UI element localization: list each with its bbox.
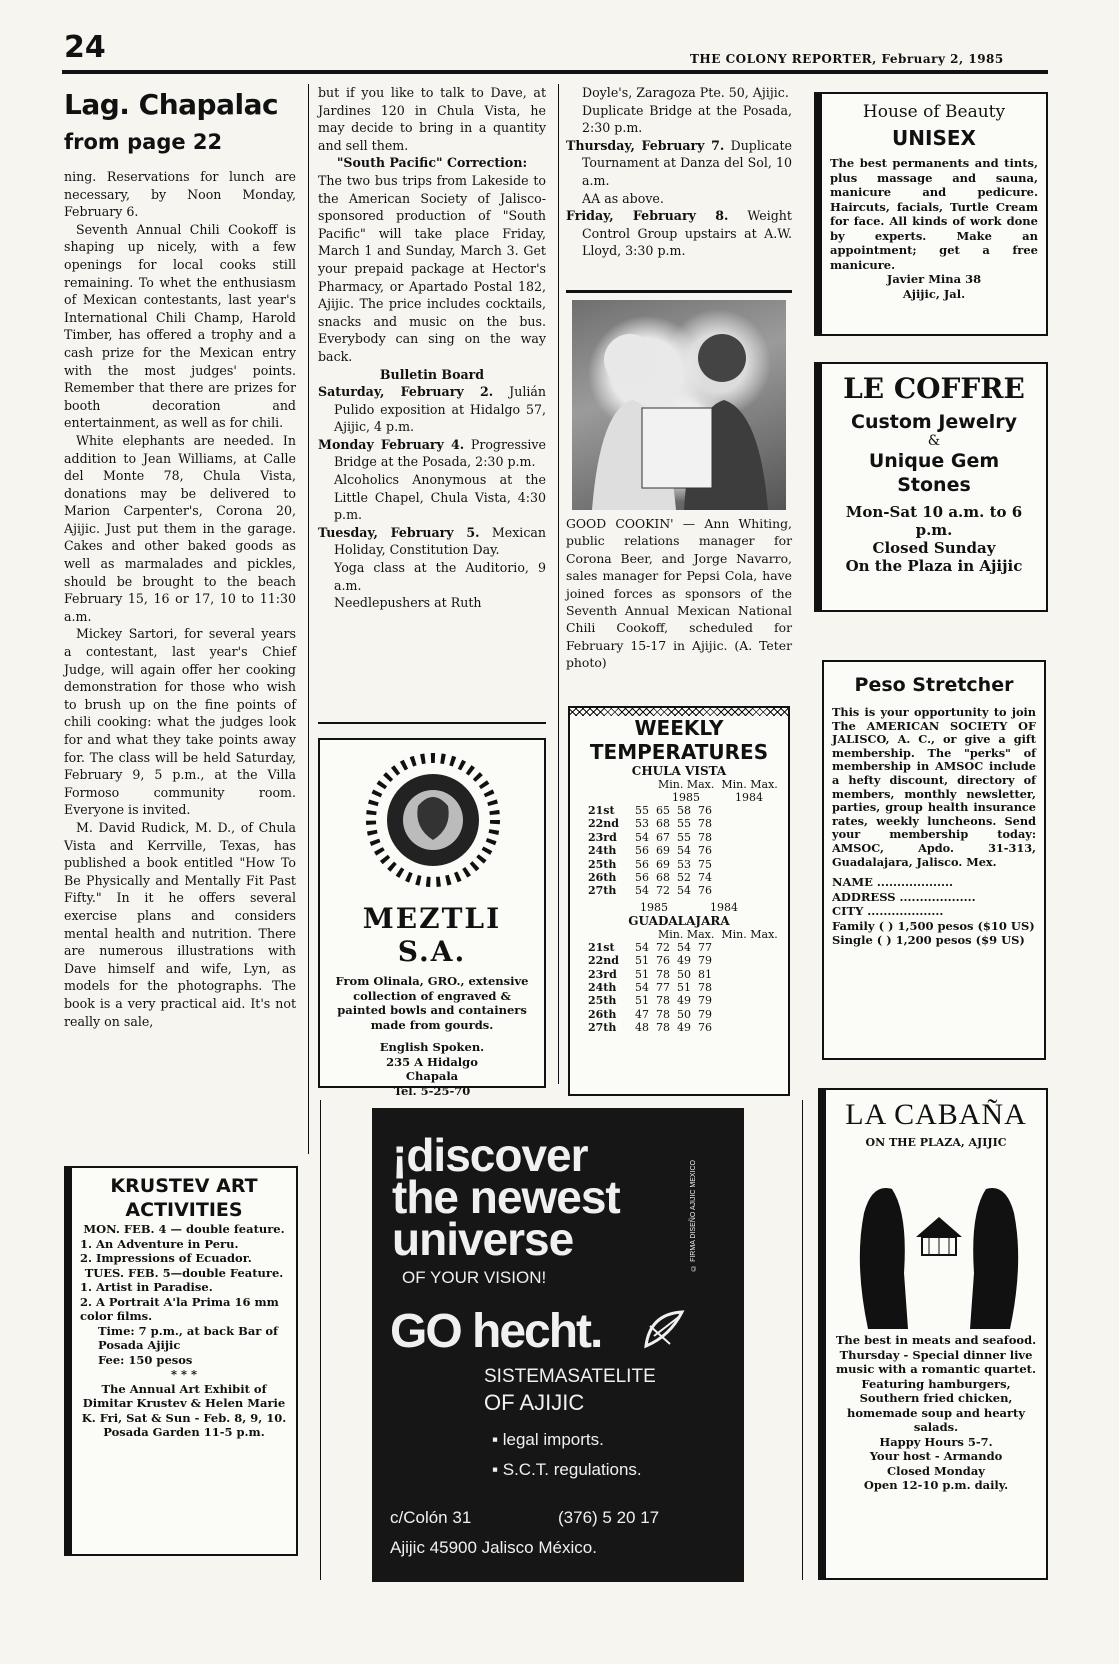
temperature-row [588,844,719,857]
temperature-value: 72 [656,884,670,898]
bulletin-item: Thursday, February 7. Duplicate Tournament at Danza del Sol, 10 a.m. [566,137,792,188]
coffre-hours: Mon-Sat 10 a.m. to 6 p.m. [845,503,1023,539]
column-divider [308,84,309,1154]
temperature-value: 54 [635,981,649,995]
temperature-day: 26th [588,871,617,885]
temperature-row [588,941,719,954]
hands-house-icon [834,1153,1044,1329]
temperature-value: 56 [635,871,649,885]
cabana-text: The best in meats and seafood. Thursday - Special dinner live music with a romantic quartet. Featuring hamburgers, Southern fried chicken, homemade soup and hearty salads. [835,1333,1037,1434]
satellite-dish-icon [640,1306,688,1354]
temperature-value: 76 [698,804,712,817]
bulletin-item: Yoga class at the Auditorio, 9 a.m. [334,560,546,593]
temperature-row [588,871,719,884]
cabana-happy-hours: Happy Hours 5-7. [879,1434,993,1449]
beauty-title: House of Beauty [862,102,1006,122]
meztli-ad [318,738,546,1098]
column-divider [558,84,559,1084]
temperature-value: 51 [635,954,649,968]
temperature-day: 27th [588,1021,617,1035]
column-rule [318,722,546,724]
bulletin-item: AA as above. [582,190,664,206]
temperature-row [588,858,719,871]
temperature-value: 50 [677,1007,691,1021]
coffre-line2: Unique Gem Stones [868,450,1000,496]
coffre-closed: Closed Sunday [872,539,996,557]
temperature-value: 77 [698,940,712,954]
form-single-option: Single ( ) 1,200 pesos ($9 US) [832,933,1025,948]
temperature-value: 68 [656,817,670,831]
krustev-exhibit: The Annual Art Exhibit of Dimitar Krustev & Helen Marie K. Fri, Sat & Sun - Feb. 8, 9, 10. Posada Garden 11-5 p.m. [81,1381,287,1439]
form-address-field: ADDRESS ................... [832,889,976,904]
temperature-value: 76 [698,1021,712,1035]
column-divider [320,1100,321,1580]
temperature-value: 76 [656,954,670,968]
hecht-headline-3: universe [392,1213,574,1265]
temperature-value: 54 [635,830,649,844]
temperature-value: 75 [698,857,712,871]
cabana-subtitle: ON THE PLAZA, AJIJIC [865,1136,1007,1149]
le-coffre-ad [814,362,1048,612]
krustev-tues: TUES. FEB. 5—double Feature. [84,1265,284,1280]
peso-stretcher-ad [822,660,1046,1060]
bulletin-item: Tuesday, February 5. Mexican Holiday, Constitution Day. [318,524,546,558]
headline: Lag. Chapalac [64,88,279,121]
temperature-day: 24th [588,844,617,858]
krustev-stars: * * * [170,1367,198,1381]
temperature-day: 22nd [588,817,619,831]
temperature-value: 56 [635,844,649,858]
temperature-value: 51 [635,967,649,981]
temperature-value: 53 [635,817,649,831]
temperature-row [588,831,719,844]
temperature-row [588,994,719,1007]
beauty-text: The best permanents and tints, plus massage and sauna, manicure and pedicure. Haircuts, facials, Turtle Cream for face. All kinds of work done by experts. Make an appointment; get a free manicure. [830,156,1038,272]
hecht-phone: (376) 5 20 17 [558,1508,660,1527]
page-number: 24 [64,30,106,65]
temperature-day: 23rd [588,967,617,981]
cabana-title: LA CABAÑA [845,1098,1027,1131]
temperature-value: 49 [677,994,691,1008]
temperature-value: 79 [698,994,712,1008]
paragraph: but if you like to talk to Dave, at Jardines 120 in Chula Vista, he may decide to bring in a quantity and sell them. [318,85,546,153]
minmax-header: Min. Max. Min. Max. [658,778,778,791]
temperature-value: 78 [656,1021,670,1035]
temperature-value: 65 [656,804,670,817]
temperature-value: 54 [635,940,649,954]
gourd-bowl-icon [330,748,536,898]
bulletin-item: Saturday, February 2. Julián Pulido exposition at Hidalgo 57, Ajijic, 4 p.m. [318,384,546,435]
krustev-fee: Fee: 150 pesos [98,1352,193,1367]
column-divider [802,1100,803,1580]
temperature-value: 78 [698,981,712,995]
bulletin-item: Monday February 4. Progressive Bridge at the Posada, 2:30 p.m. [318,436,546,470]
minmax-header: Min. Max. Min. Max. [658,927,778,941]
masthead: THE COLONY REPORTER, February 2, 1985 [690,52,1004,66]
temperature-value: 79 [698,1007,712,1021]
hecht-address: c/Colón 31 [390,1508,472,1527]
temperature-value: 79 [698,954,712,968]
bulletin-item: Friday, February 8. Weight Control Group upstairs at A.W. Lloyd, 3:30 p.m. [566,208,792,259]
photo-caption: GOOD COOKIN' — Ann Whiting, public relations manager for Corona Beer, and Jorge Navarro, sales manager for Pepsi Cola, have joined forces as sponsors of the Seventh Annual Mexican National Chili Cookoff, scheduled for February 15-17 in Ajijic. (A. Teter photo) [566,516,792,671]
paragraph: Mickey Sartori, for several years a contestant, last year's Chief Judge, will again offer her cooking demonstration for those who wish to brush up on the fine points of chili cooking: what the judges look for and what they take points away for. The class will be held Saturday, February 9, 5 p.m., at the Villa Formoso community room. Everyone is invited. [64,626,296,818]
temperatures-table-1 [588,804,719,898]
temperature-value: 55 [677,830,691,844]
temperature-value: 78 [656,994,670,1008]
house-of-beauty-ad [814,92,1048,336]
paragraph: Seventh Annual Chili Cookoff is shaping up nicely, with a few openings for local cooks still remaining. To whet the enthusiasm of Mexican contestants, last year's International Chili Champ, Harold Timber, has offered a trophy and a cash prize for the Mexican entry with the most judges' points. Remember that there are prizes for booth decoration and entertainment, as well as for chili. [64,221,296,431]
peso-text: This is your opportunity to join The AMERICAN SOCIETY OF JALISCO, A. C., or give a gift membership. The "perks" of membership in AMSOC include a hefty discount, directory of members, monthly newsletter, parties, group health insurance rates, weekly luncheons. Send your membership today: AMSOC, Apdo. 31-313, Guadalajara, Jalisco. Mex. [832,705,1036,869]
temperature-value: 69 [656,857,670,871]
cabana-open: Open 12-10 p.m. daily. [863,1478,1009,1492]
temperature-value: 76 [698,884,712,898]
temperature-value: 49 [677,1021,691,1035]
hecht-ad [372,1108,744,1582]
paragraph: M. David Rudick, M. D., of Chula Vista and Kerrville, Texas, has published a book entitled "How To Be Physically and Mentally Fit Past Fifty." In it he offers several exercise plans and considers mental health and nutrition. There are numerous illustrations with Dave himself and wife, Lyn, as models for the photographs. The book is a very practical aid. It's not really on sale, [64,819,296,1029]
beauty-subtitle: UNISEX [892,126,976,150]
meztli-language: English Spoken. [379,1040,485,1054]
temperature-row [588,817,719,830]
bulletin-item: Alcoholics Anonymous at the Little Chapel, Chula Vista, 4:30 p.m. [334,472,546,523]
temperature-row [588,954,719,967]
temperature-row [588,1008,719,1021]
paragraph: White elephants are needed. In addition to Jean Williams, at Calle del Monte 78, Chula Vista, donations may be delivered to Marion Carpenter's, Corona 20, Ajijic. Just put them in the garage. Cakes and other baked goods as well as marmalades and pickles, should be brought to the beach February 15, 16 or 17, 10 to 11:30 a.m. [64,432,296,624]
form-name-field: NAME ................... [832,875,954,890]
temperature-value: 77 [656,981,670,995]
hecht-brand: GO hecht. [390,1305,602,1358]
coffre-location: On the Plaza in Ajijic [845,557,1023,575]
temperature-value: 49 [677,954,691,968]
temperature-day: 27th [588,884,617,898]
coffre-amp: & [927,433,941,449]
temperature-value: 68 [656,871,670,885]
temperature-day: 22nd [588,954,619,968]
cabana-closed: Closed Monday [887,1463,985,1478]
temperature-value: 51 [677,981,691,995]
column-rule [566,290,792,293]
krustev-item: 2. Impressions of Ecuador. [80,1251,252,1265]
temperature-value: 81 [698,967,712,981]
temperature-value: 54 [677,884,691,898]
temperature-value: 76 [698,844,712,858]
place-chula-vista: CHULA VISTA [631,764,727,778]
temperature-row [588,968,719,981]
temperature-value: 78 [698,830,712,844]
krustev-item: 2. A Portrait A'la Prima 16 mm color films. [80,1294,279,1323]
temperature-value: 53 [677,857,691,871]
border-decoration [570,708,788,716]
hecht-headline-1: ¡discover [392,1129,588,1181]
temperature-day: 21st [588,804,615,817]
temperature-value: 72 [656,940,670,954]
correction-heading: "South Pacific" Correction: [336,155,528,171]
krustev-title: KRUSTEV ART ACTIVITIES [110,1175,258,1221]
krustev-ad [64,1166,298,1556]
temperature-value: 54 [635,884,649,898]
hecht-side-credit: © FIRMA DISEÑO AJIJIC MEXICO [690,1160,697,1271]
cabana-host: Your host - Armando [869,1449,1003,1463]
temperature-value: 48 [635,1021,649,1035]
temperature-day: 25th [588,857,617,871]
meztli-phone: Tel. 5-25-70 [393,1083,471,1098]
beauty-address: Javier Mina 38 [886,272,982,286]
temperature-row [588,804,719,817]
meztli-city: Chapala [405,1069,459,1083]
hecht-bullet-1: ▪ legal imports. [492,1430,604,1449]
temperature-row [588,1021,719,1034]
temperature-value: 55 [635,804,649,817]
temperature-value: 78 [656,1007,670,1021]
temperature-row [588,981,719,994]
temperature-day: 21st [588,940,615,954]
article-column-1 [64,168,296,1030]
article-column-2 [318,84,546,612]
temperature-value: 54 [677,844,691,858]
temperature-value: 52 [677,871,691,885]
year-header: 1985 1984 [640,900,738,914]
temperature-value: 69 [656,844,670,858]
hecht-line-1: SISTEMASATELITE [484,1366,656,1387]
krustev-item: 1. Artist in Paradise. [80,1280,213,1294]
meztli-name: MEZTLI S.A. [362,902,502,968]
paragraph: The two bus trips from Lakeside to the American Society of Jalisco-sponsored production of "South Pacific" will take place Friday, March 1 and Sunday, March 3. Get your prepaid package at Hector's Pharmacy, or Apartado Postal 182, Ajijic. The price includes cocktails, snacks and music on the bus. Everybody can sing on the way back. [318,172,546,364]
krustev-mon: MON. FEB. 4 — double feature. [83,1222,285,1236]
meztli-address: 235 A Hidalgo [386,1054,478,1069]
form-city-field: CITY ................... [832,904,944,919]
temperature-day: 24th [588,981,617,995]
temperature-value: 47 [635,1007,649,1021]
continued-line: from page 22 [64,130,223,154]
hecht-tagline: OF YOUR VISION! [402,1268,547,1287]
hecht-bullet-2: ▪ S.C.T. regulations. [492,1460,642,1479]
form-family-option: Family ( ) 1,500 pesos ($10 US) [832,918,1035,933]
temperatures-title: WEEKLY TEMPERATURES [589,716,769,764]
temperature-day: 26th [588,1007,617,1021]
place-guadalajara: GUADALAJARA [628,913,730,928]
temperature-row [588,884,719,897]
header-rule [62,70,1048,74]
temperature-value: 56 [635,857,649,871]
temperatures-table-2 [588,941,719,1035]
temperature-value: 55 [677,817,691,831]
hecht-city: Ajijic 45900 Jalisco México. [390,1538,597,1557]
photo [572,300,786,510]
hecht-headline-2: the newest [392,1171,620,1223]
hecht-line-2: OF AJIJIC [484,1390,585,1415]
coffre-title: LE COFFRE [843,372,1025,405]
bulletin-item: Doyle's, Zaragoza Pte. 50, Ajijic. [582,85,789,100]
peso-title: Peso Stretcher [854,674,1014,696]
temperature-day: 25th [588,994,617,1008]
temperature-value: 58 [677,804,691,817]
temperature-value: 78 [698,817,712,831]
temperature-day: 23rd [588,830,617,844]
meztli-description: From Olinala, GRO., extensive collection of engraved & painted bowls and containers made from gourds. [335,974,529,1032]
paragraph: ning. Reservations for lunch are necessary, by Noon Monday, February 6. [64,169,296,220]
beauty-city: Ajijic, Jal. [902,286,966,301]
bulletin-item: Duplicate Bridge at the Posada, 2:30 p.m. [582,102,792,136]
year-header: 1985 1984 [672,791,763,804]
bulletin-heading: Bulletin Board [379,366,485,382]
temperatures-box [568,706,790,1096]
bulletin-item: Needlepushers at Ruth [334,595,482,611]
article-column-3 [566,84,792,260]
la-cabana-ad [818,1088,1048,1580]
temperature-value: 54 [677,940,691,954]
krustev-time: Time: 7 p.m., at back Bar of Posada Ajijic [98,1323,278,1352]
temperature-value: 78 [656,967,670,981]
photo-figures [572,300,786,510]
temperature-value: 74 [698,871,712,885]
temperature-value: 50 [677,967,691,981]
temperature-value: 51 [635,994,649,1008]
temperature-value: 67 [656,830,670,844]
krustev-item: 1. An Adventure in Peru. [80,1236,239,1251]
coffre-line1: Custom Jewelry [851,411,1017,433]
